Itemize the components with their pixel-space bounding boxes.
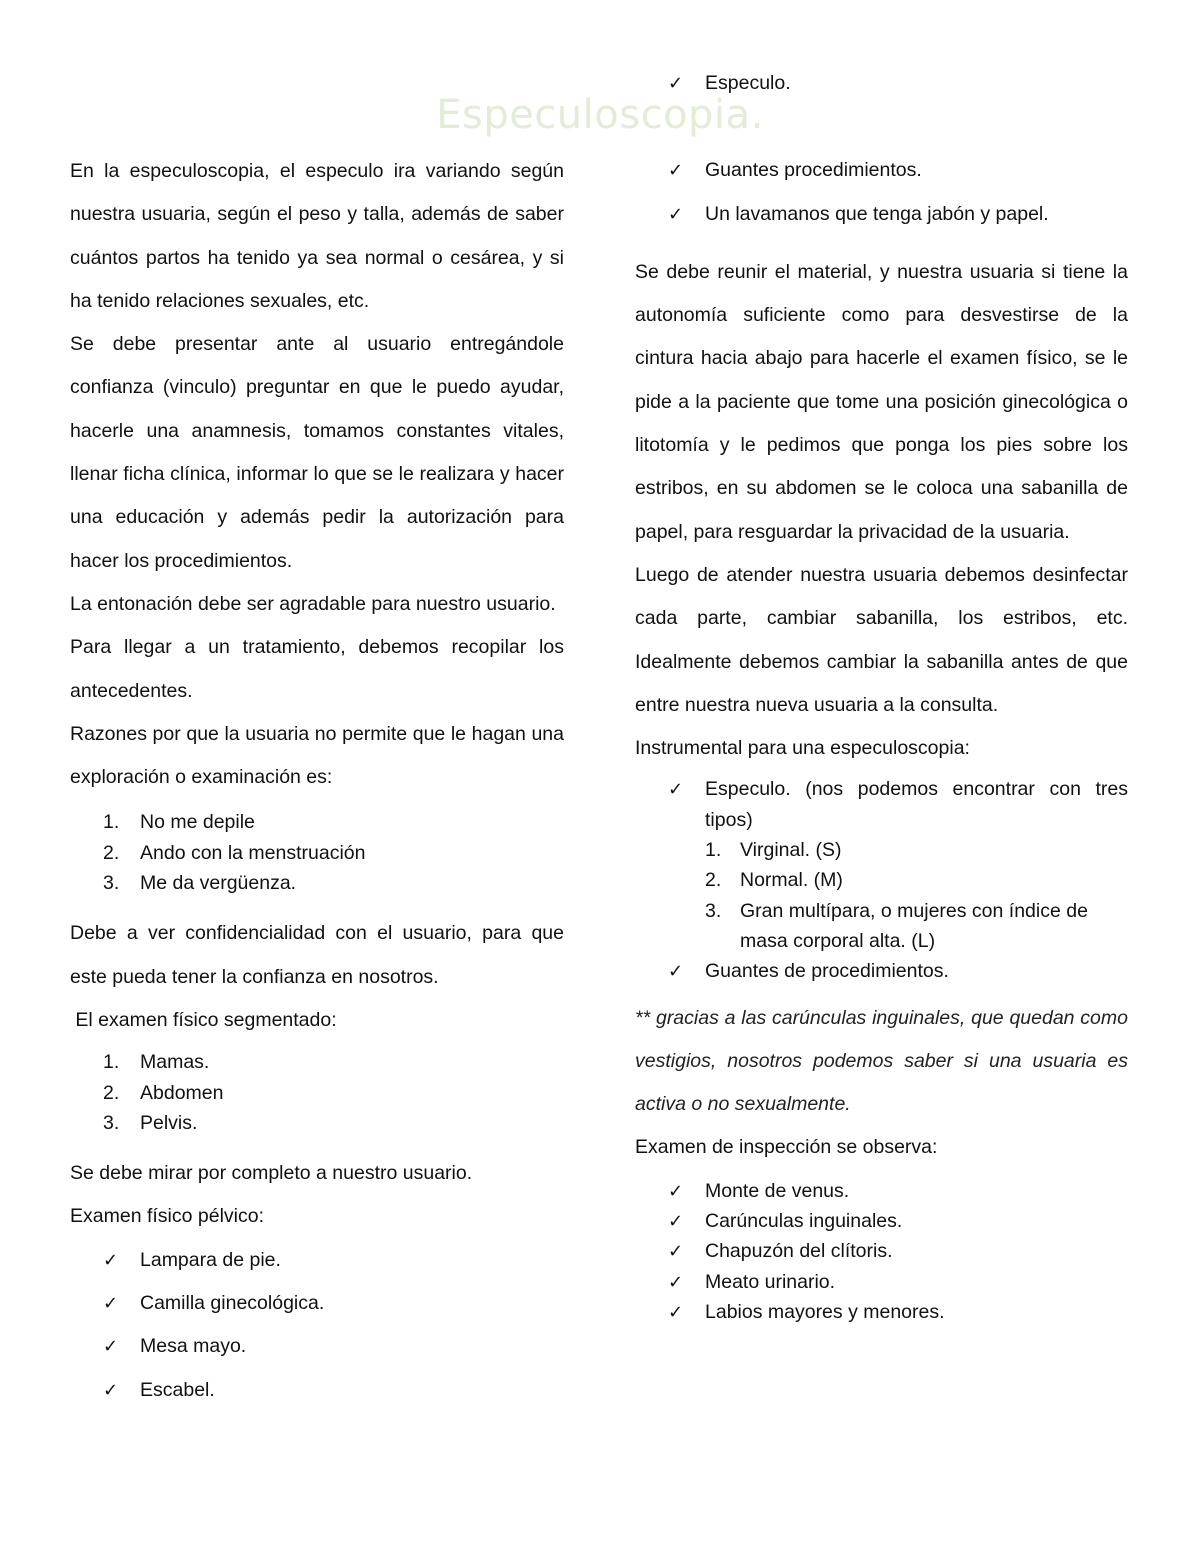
paragraph-reasons: Razones por que la usuaria no permite que le hagan una exploración o examinación es: — [70, 722, 564, 789]
paragraph-note: ** gracias a las carúnculas inguinales, que quedan como vestigios, nosotros podemos saber si una usuaria es activa o no sexualmente. — [635, 1006, 1128, 1116]
checklist-item: ✓ Escabel. — [70, 1369, 564, 1412]
check-icon: ✓ — [668, 203, 684, 224]
instrumental-list — [635, 774, 1128, 835]
list-number: 2. — [705, 869, 722, 892]
list-item: 3. Gran multípara, o mujeres con índice de masa corporal alta. (L) — [635, 896, 1128, 957]
check-icon: ✓ — [103, 1249, 119, 1270]
checklist-item: ✓ Lampara de pie. — [70, 1239, 564, 1282]
list-item: 1. Mamas. — [70, 1047, 564, 1077]
paragraph-after-attention: Luego de atender nuestra usuaria debemos desinfectar cada parte, cambiar sabanilla, los estribos, etc. Idealmente debemos cambiar la sabanilla antes de que entre nuestra nueva usuaria a la consulta. — [635, 563, 1128, 716]
check-icon: ✓ — [668, 1211, 684, 1232]
list-item: 3. Pelvis. — [70, 1108, 564, 1138]
paragraph-instrumental: Instrumental para una especuloscopia: — [635, 737, 970, 760]
list-item: 2. Abdomen — [70, 1078, 564, 1108]
check-icon: ✓ — [668, 160, 684, 181]
checklist-item: ✓ Guantes de procedimientos. — [635, 956, 1128, 986]
checklist-item: ✓ Especulo. — [635, 62, 1128, 105]
checklist-item: ✓ Guantes procedimientos. — [635, 149, 1128, 192]
check-icon: ✓ — [668, 961, 684, 982]
material-list — [635, 149, 1128, 236]
checklist-item: ✓ Monte de venus. — [635, 1176, 1128, 1206]
paragraph-treatment: Para llegar a un tratamiento, debemos recopilar los antecedentes. — [70, 636, 564, 702]
paragraph-inspection: Examen de inspección se observa: — [635, 1136, 938, 1159]
list-item: 3. Me da vergüenza. — [70, 868, 564, 898]
list-item: 1. No me depile — [70, 807, 564, 837]
list-number: 2. — [103, 1081, 120, 1104]
checklist-item: ✓ Especulo. (nos podemos encontrar con tres tipos) — [635, 774, 1128, 835]
list-number: 1. — [103, 811, 120, 834]
paragraph-confidentiality: Debe a ver confidencialidad con el usuario, para que este pueda tener la confianza en nosotros. — [70, 922, 564, 988]
checklist-item: ✓ Meato urinario. — [635, 1267, 1128, 1297]
checklist-item: ✓ Un lavamanos que tenga jabón y papel. — [635, 193, 1128, 236]
check-icon: ✓ — [668, 1180, 684, 1201]
document-title-watermark: Especuloscopia. — [436, 92, 764, 138]
paragraph-look-complete: Se debe mirar por completo a nuestro usuario. — [70, 1162, 473, 1185]
check-icon: ✓ — [103, 1379, 119, 1400]
paragraph-intro: En la especuloscopia, el especulo ira variando según nuestra usuaria, según el peso y talla, además de saber cuántos partos ha tenido ya sea normal o cesárea, y si ha tenido relaciones sexuales, etc. — [70, 160, 564, 312]
segments-list — [70, 1047, 564, 1138]
check-icon: ✓ — [103, 1293, 119, 1314]
paragraph-presentation: Se debe presentar ante al usuario entregándole confianza (vinculo) preguntar en que le puedo ayudar, hacerle una anamnesis, tomamos constantes vitales, llenar ficha clínica, informar lo que se le realizara y hacer una educación y además pedir la autorización para hacer los procedimientos. — [70, 333, 564, 572]
checklist-item: ✓ Mesa mayo. — [70, 1325, 564, 1368]
list-number: 1. — [103, 1051, 120, 1074]
check-icon: ✓ — [103, 1336, 119, 1357]
checklist-item: ✓ Camilla ginecológica. — [70, 1282, 564, 1325]
list-item: 2. Ando con la menstruación — [70, 838, 564, 868]
check-icon: ✓ — [668, 779, 684, 800]
list-number: 3. — [103, 1111, 120, 1134]
reasons-list — [70, 807, 564, 898]
material-list-top — [635, 62, 1128, 105]
check-icon: ✓ — [668, 1241, 684, 1262]
left-column — [70, 150, 564, 1412]
checklist-item: ✓ Carúnculas inguinales. — [635, 1206, 1128, 1236]
list-item: 1. Virginal. (S) — [635, 835, 1128, 865]
check-icon: ✓ — [668, 73, 684, 93]
list-number: 2. — [103, 841, 120, 864]
list-number: 3. — [705, 899, 722, 922]
instrumental-list-2 — [635, 956, 1128, 986]
paragraph-intonation: La entonación debe ser agradable para nuestro usuario. — [70, 592, 556, 615]
checklist-item: ✓ Chapuzón del clítoris. — [635, 1236, 1128, 1266]
list-number: 3. — [103, 872, 120, 895]
paragraph-gather-material: Se debe reunir el material, y nuestra usuaria si tiene la autonomía suficiente como para desvestirse de la cintura hacia abajo para hacerle el examen físico, se le pide a la paciente que tome una posición ginecológica o litotomía y le pedimos que ponga los pies sobre los estribos, en su abdomen se le coloca una sabanilla de papel, para resguardar la privacidad de la usuaria. — [635, 260, 1128, 543]
checklist-item: ✓ Labios mayores y menores. — [635, 1297, 1128, 1327]
speculum-types-list — [635, 835, 1128, 956]
paragraph-pelvic-exam: Examen físico pélvico: — [70, 1205, 265, 1228]
check-icon: ✓ — [668, 1271, 684, 1292]
list-item: 2. Normal. (M) — [635, 865, 1128, 895]
paragraph-segmented-exam: El examen físico segmentado: — [70, 1008, 337, 1031]
inspection-list — [635, 1176, 1128, 1327]
list-number: 1. — [705, 839, 722, 862]
check-icon: ✓ — [668, 1301, 684, 1322]
pelvic-items-list — [70, 1239, 564, 1412]
right-column — [635, 62, 1128, 1327]
